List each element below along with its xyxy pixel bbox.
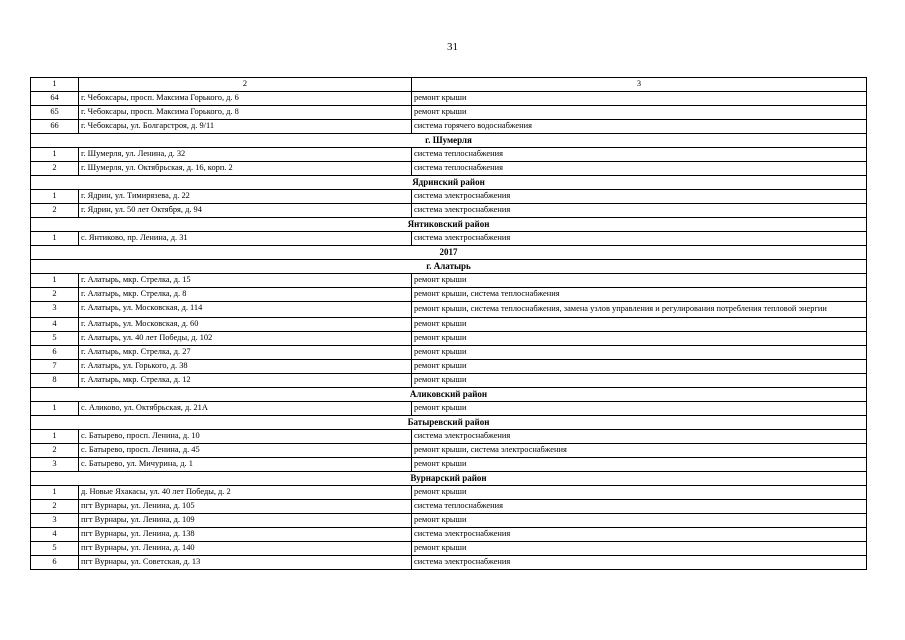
row-work-type: система электроснабжения xyxy=(412,232,867,246)
column-header-2: 2 xyxy=(79,78,412,92)
row-number: 3 xyxy=(31,514,79,528)
column-header-1: 1 xyxy=(31,78,79,92)
row-number: 7 xyxy=(31,360,79,374)
row-work-type: система теплоснабжения xyxy=(412,162,867,176)
row-address: г. Ядрин, ул. 50 лет Октября, д. 94 xyxy=(79,204,412,218)
row-number: 2 xyxy=(31,500,79,514)
row-address: г. Алатырь, мкр. Стрелка, д. 12 xyxy=(79,374,412,388)
table-row xyxy=(31,274,867,288)
row-address: с. Аликово, ул. Октябрьская, д. 21А xyxy=(79,402,412,416)
row-address: г. Алатырь, мкр. Стрелка, д. 15 xyxy=(79,274,412,288)
table-row xyxy=(31,346,867,360)
section-header-row xyxy=(31,416,867,430)
row-work-type: ремонт крыши, система электроснабжения xyxy=(412,444,867,458)
table-row xyxy=(31,402,867,416)
row-address: г. Алатырь, мкр. Стрелка, д. 27 xyxy=(79,346,412,360)
row-number: 1 xyxy=(31,148,79,162)
table-body xyxy=(31,92,867,570)
row-address: г. Шумерля, ул. Ленина, д. 32 xyxy=(79,148,412,162)
row-address: пгт Вурнары, ул. Ленина, д. 140 xyxy=(79,542,412,556)
section-title: Аликовский район xyxy=(31,388,867,402)
row-work-type: ремонт крыши xyxy=(412,274,867,288)
page-number: 31 xyxy=(447,41,458,53)
section-title: Ядринский район xyxy=(31,176,867,190)
row-work-type: ремонт крыши xyxy=(412,106,867,120)
section-title: г. Шумерля xyxy=(31,134,867,148)
row-number: 2 xyxy=(31,288,79,302)
row-number: 6 xyxy=(31,556,79,570)
row-address: г. Алатырь, мкр. Стрелка, д. 8 xyxy=(79,288,412,302)
table-row xyxy=(31,162,867,176)
row-work-type: система электроснабжения xyxy=(412,528,867,542)
section-title: Батыревский район xyxy=(31,416,867,430)
row-address: г. Алатырь, ул. Горького, д. 38 xyxy=(79,360,412,374)
row-work-type: система электроснабжения xyxy=(412,430,867,444)
row-address: г. Чебоксары, просп. Максима Горького, д. 6 xyxy=(79,92,412,106)
row-number: 1 xyxy=(31,274,79,288)
row-number: 5 xyxy=(31,542,79,556)
row-work-type: ремонт крыши xyxy=(412,332,867,346)
table-row xyxy=(31,430,867,444)
row-number: 3 xyxy=(31,302,79,318)
row-number: 4 xyxy=(31,528,79,542)
row-work-type: ремонт крыши xyxy=(412,360,867,374)
table-row xyxy=(31,528,867,542)
table-row xyxy=(31,486,867,500)
row-work-type: система электроснабжения xyxy=(412,556,867,570)
row-address: с. Батырево, просп. Ленина, д. 10 xyxy=(79,430,412,444)
table-row xyxy=(31,332,867,346)
row-address: пгт Вурнары, ул. Ленина, д. 105 xyxy=(79,500,412,514)
row-number: 1 xyxy=(31,430,79,444)
row-address: г. Алатырь, ул. Московская, д. 60 xyxy=(79,318,412,332)
row-address: д. Новые Яхакасы, ул. 40 лет Победы, д. 2 xyxy=(79,486,412,500)
column-header-3: 3 xyxy=(412,78,867,92)
row-work-type: ремонт крыши xyxy=(412,402,867,416)
row-work-type: система электроснабжения xyxy=(412,190,867,204)
table-row xyxy=(31,288,867,302)
row-number: 65 xyxy=(31,106,79,120)
row-work-type: ремонт крыши xyxy=(412,346,867,360)
row-address: г. Алатырь, ул. 40 лет Победы, д. 102 xyxy=(79,332,412,346)
row-number: 1 xyxy=(31,486,79,500)
row-number: 4 xyxy=(31,318,79,332)
row-work-type: система теплоснабжения xyxy=(412,500,867,514)
section-header-row xyxy=(31,246,867,260)
section-header-row xyxy=(31,218,867,232)
table-row xyxy=(31,360,867,374)
table-row xyxy=(31,444,867,458)
section-header-row xyxy=(31,176,867,190)
row-address: с. Янтиково, пр. Ленина, д. 31 xyxy=(79,232,412,246)
row-address: г. Алатырь, ул. Московская, д. 114 xyxy=(79,302,412,318)
table-row xyxy=(31,232,867,246)
row-number: 2 xyxy=(31,444,79,458)
table-row xyxy=(31,500,867,514)
row-address: пгт Вурнары, ул. Ленина, д. 138 xyxy=(79,528,412,542)
row-work-type: ремонт крыши xyxy=(412,374,867,388)
row-work-type: система теплоснабжения xyxy=(412,148,867,162)
section-header-row xyxy=(31,388,867,402)
row-work-type: ремонт крыши, система теплоснабжения xyxy=(412,288,867,302)
section-title: г. Алатырь xyxy=(31,260,867,274)
row-work-type: ремонт крыши xyxy=(412,486,867,500)
row-address: г. Ядрин, ул. Тимирязева, д. 22 xyxy=(79,190,412,204)
row-address: пгт Вурнары, ул. Советская, д. 13 xyxy=(79,556,412,570)
row-number: 2 xyxy=(31,204,79,218)
table-row xyxy=(31,204,867,218)
row-address: с. Батырево, просп. Ленина, д. 45 xyxy=(79,444,412,458)
section-header-row xyxy=(31,260,867,274)
row-work-type: ремонт крыши xyxy=(412,514,867,528)
row-number: 1 xyxy=(31,402,79,416)
table-row xyxy=(31,120,867,134)
row-address: г. Чебоксары, просп. Максима Горького, д. 8 xyxy=(79,106,412,120)
row-work-type: ремонт крыши, система теплоснабжения, замена узлов управления и регулирования потребления тепловой энергии xyxy=(412,302,867,318)
table-row xyxy=(31,148,867,162)
table-row xyxy=(31,302,867,318)
row-work-type: ремонт крыши xyxy=(412,458,867,472)
row-number: 3 xyxy=(31,458,79,472)
row-number: 1 xyxy=(31,232,79,246)
section-title: Янтиковский район xyxy=(31,218,867,232)
table-row xyxy=(31,318,867,332)
table-row xyxy=(31,190,867,204)
row-number: 66 xyxy=(31,120,79,134)
row-work-type: ремонт крыши xyxy=(412,92,867,106)
section-title: 2017 xyxy=(31,246,867,260)
row-work-type: система горячего водоснабжения xyxy=(412,120,867,134)
table-row xyxy=(31,542,867,556)
table-row xyxy=(31,92,867,106)
row-number: 1 xyxy=(31,190,79,204)
row-number: 5 xyxy=(31,332,79,346)
row-work-type: ремонт крыши xyxy=(412,542,867,556)
row-address: пгт Вурнары, ул. Ленина, д. 109 xyxy=(79,514,412,528)
table-row xyxy=(31,106,867,120)
row-number: 8 xyxy=(31,374,79,388)
row-number: 64 xyxy=(31,92,79,106)
row-number: 2 xyxy=(31,162,79,176)
repair-register-table xyxy=(30,77,867,570)
section-header-row xyxy=(31,134,867,148)
row-work-type: система электроснабжения xyxy=(412,204,867,218)
table-header-row xyxy=(31,78,867,92)
row-address: г. Чебоксары, ул. Болгарстроя, д. 9/11 xyxy=(79,120,412,134)
section-header-row xyxy=(31,472,867,486)
section-title: Вурнарский район xyxy=(31,472,867,486)
table-row xyxy=(31,458,867,472)
row-address: с. Батырево, ул. Мичурина, д. 1 xyxy=(79,458,412,472)
table-row xyxy=(31,374,867,388)
table-row xyxy=(31,556,867,570)
row-number: 6 xyxy=(31,346,79,360)
row-work-type: ремонт крыши xyxy=(412,318,867,332)
row-address: г. Шумерля, ул. Октябрьская, д. 16, корп. 2 xyxy=(79,162,412,176)
table-row xyxy=(31,514,867,528)
